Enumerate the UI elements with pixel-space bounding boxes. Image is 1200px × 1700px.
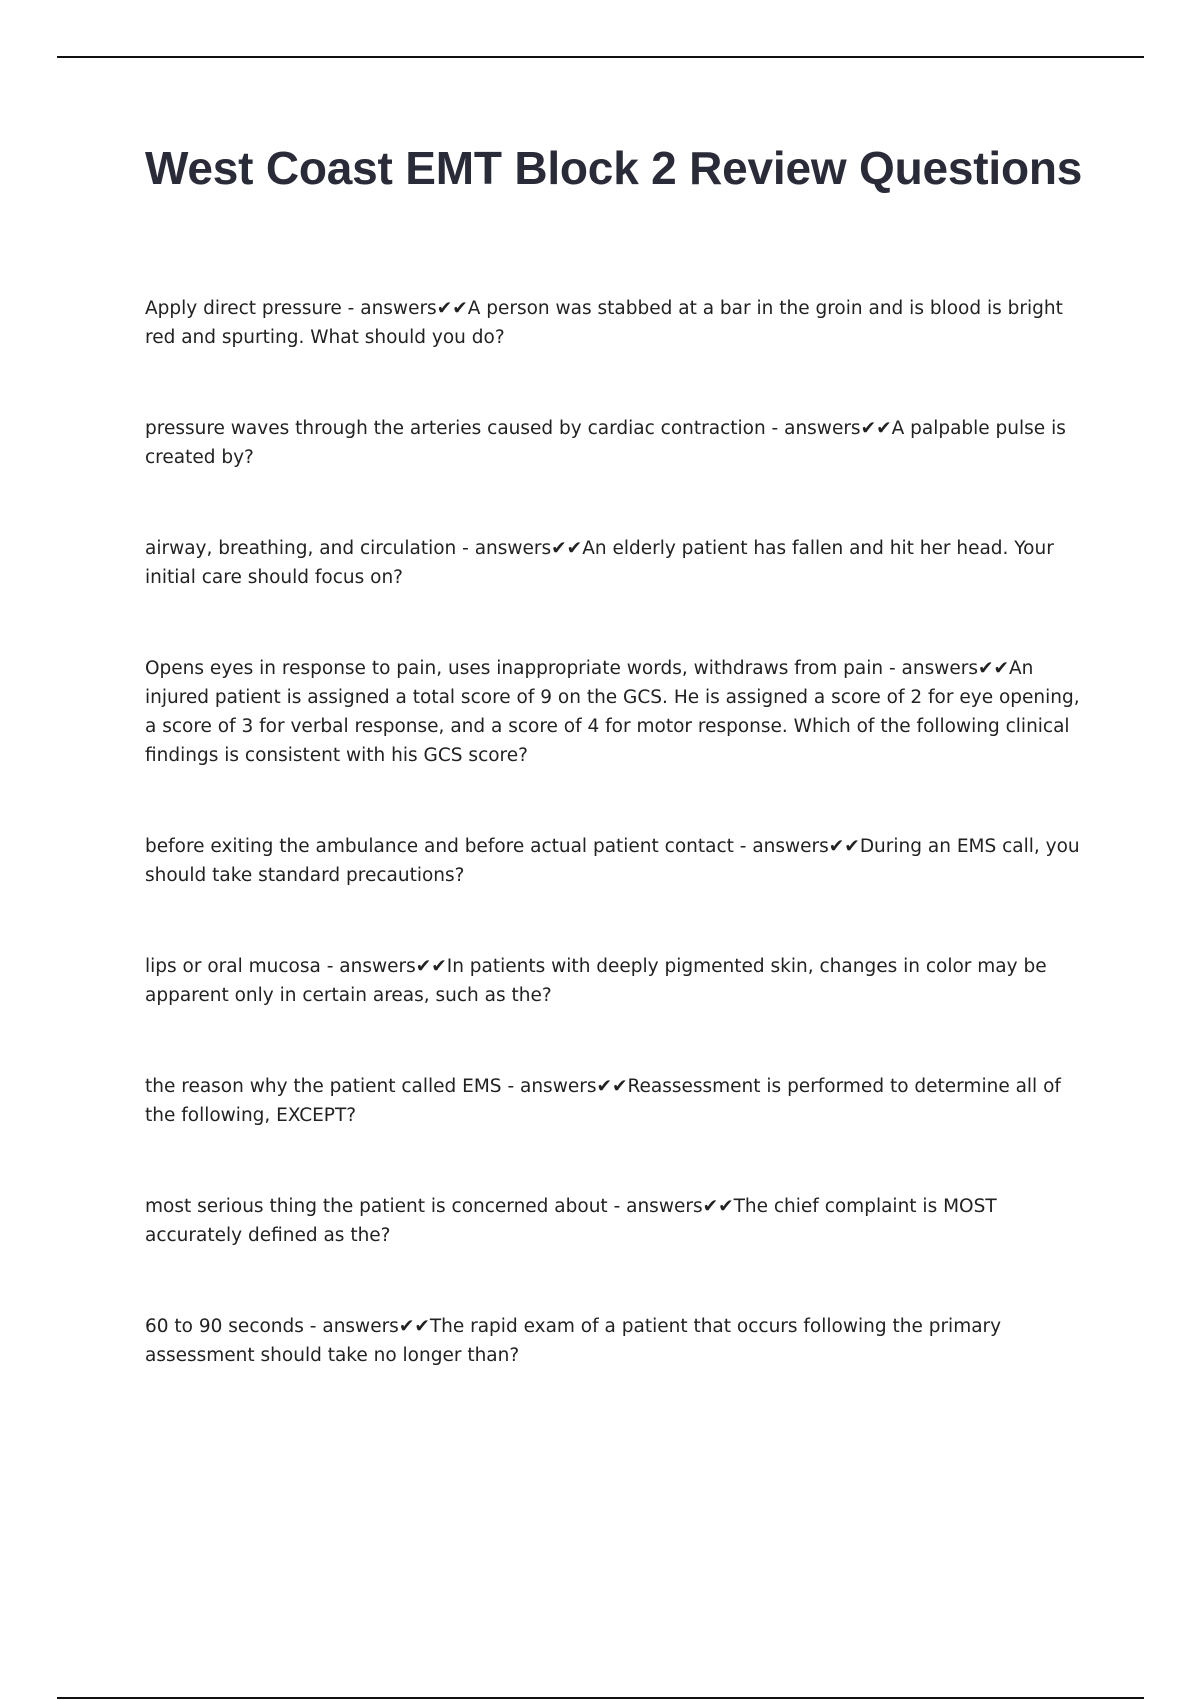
- answers-separator: - answers✔✔: [341, 298, 468, 319]
- qa-item: [145, 1192, 1095, 1250]
- answers-separator: - answers✔✔: [607, 1196, 734, 1217]
- qa-answer: Opens eyes in response to pain, uses inappropriate words, withdraws from pain: [145, 658, 884, 679]
- qa-answer: airway, breathing, and circulation: [145, 538, 457, 559]
- answers-separator: - answers✔✔: [303, 1316, 430, 1337]
- qa-question: A palpable pulse is created by?: [145, 418, 1066, 468]
- answers-separator: - answers✔✔: [501, 1076, 628, 1097]
- top-rule: [57, 56, 1144, 58]
- qa-answer: pressure waves through the arteries caused by cardiac contraction: [145, 418, 766, 439]
- qa-item: [145, 832, 1095, 890]
- qa-list: [145, 294, 1095, 1370]
- qa-item: [145, 654, 1095, 770]
- qa-answer: 60 to 90 seconds: [145, 1316, 304, 1337]
- qa-question: The rapid exam of a patient that occurs following the primary assessment should take no longer than?: [145, 1316, 1002, 1366]
- page-title: West Coast EMT Block 2 Review Questions: [145, 142, 1083, 194]
- qa-question: A person was stabbed at a bar in the groin and is blood is bright red and spurting. What should you do?: [145, 298, 1063, 348]
- qa-answer: lips or oral mucosa: [145, 956, 321, 977]
- qa-item: [145, 1312, 1095, 1370]
- qa-question: Reassessment is performed to determine all of the following, EXCEPT?: [145, 1076, 1061, 1126]
- bottom-rule: [57, 1697, 1144, 1699]
- qa-question: An injured patient is assigned a total score of 9 on the GCS. He is assigned a score of 2 for eye opening, a score of 3 for verbal response, and a score of 4 for motor response. Which of the following clinical findings is consistent with his GCS score?: [145, 658, 1080, 766]
- qa-answer: Apply direct pressure: [145, 298, 342, 319]
- qa-question: An elderly patient has fallen and hit her head. Your initial care should focus on?: [145, 538, 1054, 588]
- qa-item: [145, 534, 1095, 592]
- qa-question: The chief complaint is MOST accurately defined as the?: [145, 1196, 997, 1246]
- qa-answer: the reason why the patient called EMS: [145, 1076, 502, 1097]
- qa-question: During an EMS call, you should take standard precautions?: [145, 836, 1080, 886]
- qa-item: [145, 414, 1095, 472]
- answers-separator: - answers✔✔: [765, 418, 892, 439]
- document-body: [145, 140, 1095, 1432]
- qa-item: [145, 952, 1095, 1010]
- answers-separator: - answers✔✔: [456, 538, 583, 559]
- qa-item: [145, 1072, 1095, 1130]
- qa-question: In patients with deeply pigmented skin, changes in color may be apparent only in certain areas, such as the?: [145, 956, 1047, 1006]
- answers-separator: - answers✔✔: [733, 836, 860, 857]
- answers-separator: - answers✔✔: [320, 956, 447, 977]
- qa-answer: before exiting the ambulance and before actual patient contact: [145, 836, 734, 857]
- qa-answer: most serious thing the patient is concerned about: [145, 1196, 608, 1217]
- answers-separator: - answers✔✔: [883, 658, 1010, 679]
- qa-item: [145, 294, 1095, 352]
